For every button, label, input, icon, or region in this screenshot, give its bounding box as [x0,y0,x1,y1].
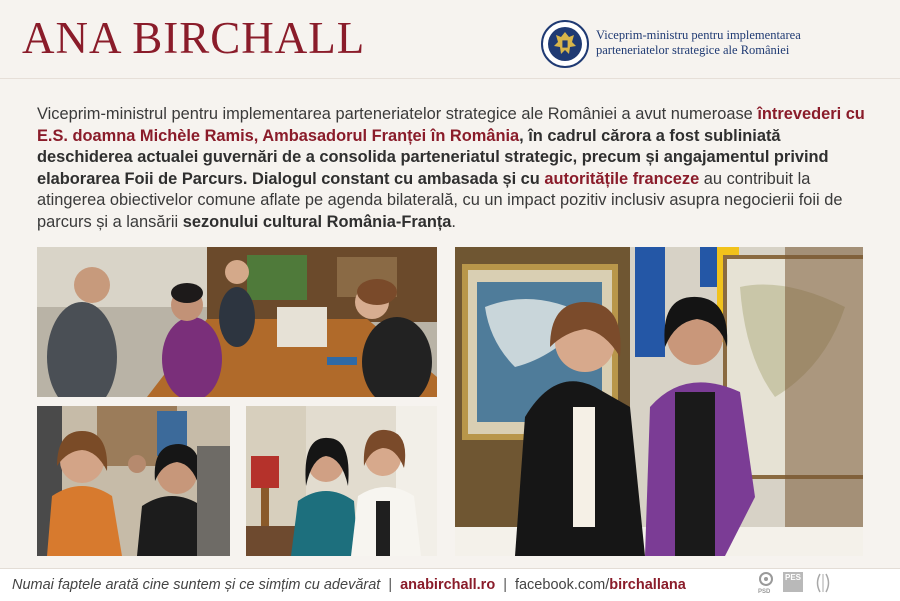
facebook-link[interactable] [515,577,686,593]
article-text-part: Viceprim-ministrul pentru implementarea parteneriatelor strategice ale României a avut numeroase [37,105,758,123]
article-highlight-cultural-season: sezonului cultural România-Franța [182,212,452,231]
office-title-line-1: Viceprim-ministru pentru implementarea [596,28,801,42]
psd-logo [755,571,777,597]
footer-separator: | [503,577,507,593]
footer-text [12,577,686,593]
article-text-part: au contribuit la atingerea obiectivelor comune aflate pe agenda bilaterală, cu un impact pozitiv inclusiv asupra negocierii foii de parcurs și a lansării [37,169,843,231]
facebook-handle: birchallana [609,577,686,593]
meeting-table-photo [37,247,437,397]
office-title [596,28,896,58]
article-text-end: . [451,212,456,231]
pes-logo [782,571,804,597]
header-divider [0,78,900,79]
pes-logo-label: PES [785,573,802,582]
article-text [37,104,867,233]
article-highlight-ambassador: întrevederi cu E.S. doamna Michèle Ramis, Ambasadorul Franței în România [37,105,865,145]
office-title-line-2: parteneriatelor strategice ale României [596,43,790,57]
website-link[interactable]: anabirchall.ro [400,577,496,593]
two-women-portrait-photo [246,406,437,556]
psd-logo-label: PSD [758,589,771,595]
two-women-flags-photo [455,247,863,556]
brand-title: ANA BIRCHALL [22,13,366,63]
footer-separator: | [388,577,393,593]
footer-slogan: Numai faptele arată cine suntem și ce simțim cu adevărat [12,577,381,593]
party-institute-logo [812,571,838,597]
rose-icon [755,571,777,589]
event-audience-photo [37,406,230,556]
institute-emblem-icon [812,571,838,595]
article-highlight-authorities: autoritățile franceze [544,169,700,188]
government-seal-icon [541,20,589,68]
facebook-prefix: facebook.com/ [514,577,610,593]
article-text-bold: , în cadrul cărora a fost subliniată deschiderea actualei guvernări de a consolida parteneriatul strategic, precum și angajamentul privind elaborarea Foii de Parcurs. Dialogul constant cu ambasada și cu [37,126,829,188]
